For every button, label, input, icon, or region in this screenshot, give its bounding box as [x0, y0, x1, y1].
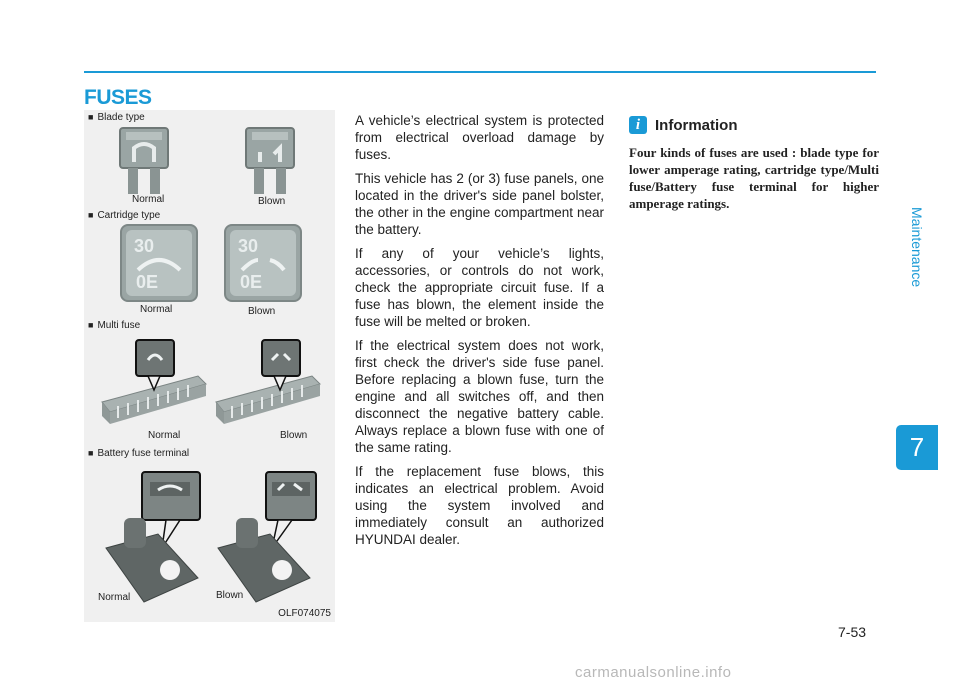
- chapter-name-label: Maintenance: [909, 206, 925, 288]
- battery-fuse-blown-image: [214, 466, 320, 604]
- information-title: Information: [655, 116, 738, 134]
- blade-fuse-blown-image: [244, 126, 296, 196]
- chapter-name: [896, 172, 938, 322]
- svg-text:30: 30: [238, 236, 259, 256]
- top-rule: [84, 71, 876, 73]
- body-paragraph: If the replacement fuse blows, this indicates an electrical problem. Avoid using the system involved and immediately consult an authorized HYUNDAI dealer.: [355, 464, 604, 547]
- body-paragraph: If the electrical system does not work, first check the driver's side fuse panel. Before replacing a blown fuse, turn the engine and all switches off, and then disconnect the negative battery cable. Always replace a blown fuse with one of the same rating.: [355, 338, 604, 455]
- page-number: 7-53: [838, 624, 867, 640]
- figure-code: OLF074075: [278, 608, 331, 619]
- svg-text:0E: 0E: [136, 272, 159, 292]
- information-heading: [629, 116, 738, 134]
- info-icon: i: [629, 116, 647, 134]
- cartridge-caption: ■ Cartridge type: [88, 210, 160, 221]
- multi-fuse-normal-image: [98, 336, 210, 428]
- multi-blown-label: Blown: [280, 430, 308, 441]
- multi-normal-label: Normal: [148, 430, 181, 441]
- cartridge-blown-label: Blown: [248, 306, 276, 317]
- multi-fuse-blown-image: [212, 336, 324, 428]
- multi-caption: ■ Multi fuse: [88, 320, 140, 331]
- watermark: carmanualsonline.info: [575, 664, 732, 681]
- battery-blown-label: Blown: [216, 590, 244, 601]
- blade-caption: ■ Blade type: [88, 112, 145, 123]
- body-text: [355, 112, 604, 555]
- battery-fuse-normal-image: [102, 466, 208, 604]
- cartridge-fuse-blown-image: [224, 224, 302, 302]
- body-paragraph: A vehicle’s electrical system is protected from electrical overload damage by fuses.: [355, 113, 604, 162]
- body-paragraph: If any of your vehicle’s lights, accessories, or controls do not work, check the appropriate circuit fuse. If a fuse has blown, the element inside the fuse will be melted or broken.: [355, 246, 604, 329]
- battery-normal-label: Normal: [98, 592, 131, 603]
- blade-normal-label: Normal: [132, 194, 165, 205]
- svg-text:0E: 0E: [240, 272, 263, 292]
- battery-caption: ■ Battery fuse terminal: [88, 448, 189, 459]
- svg-text:30: 30: [134, 236, 155, 256]
- fuse-figure: [84, 110, 335, 622]
- chapter-number: 7: [909, 432, 925, 462]
- cartridge-normal-label: Normal: [140, 304, 173, 315]
- cartridge-fuse-normal-image: [120, 224, 198, 302]
- section-title: FUSES: [84, 86, 152, 109]
- information-text: Four kinds of fuses are used : blade type for lower amperage rating, cartridge type/Multi fuse/Battery fuse terminal for higher amperage ratings.: [629, 145, 879, 211]
- body-paragraph: This vehicle has 2 (or 3) fuse panels, one located in the driver's side panel bolster, the other in the engine compartment near the battery.: [355, 171, 604, 237]
- blade-blown-label: Blown: [258, 196, 286, 207]
- blade-fuse-normal-image: [118, 126, 170, 196]
